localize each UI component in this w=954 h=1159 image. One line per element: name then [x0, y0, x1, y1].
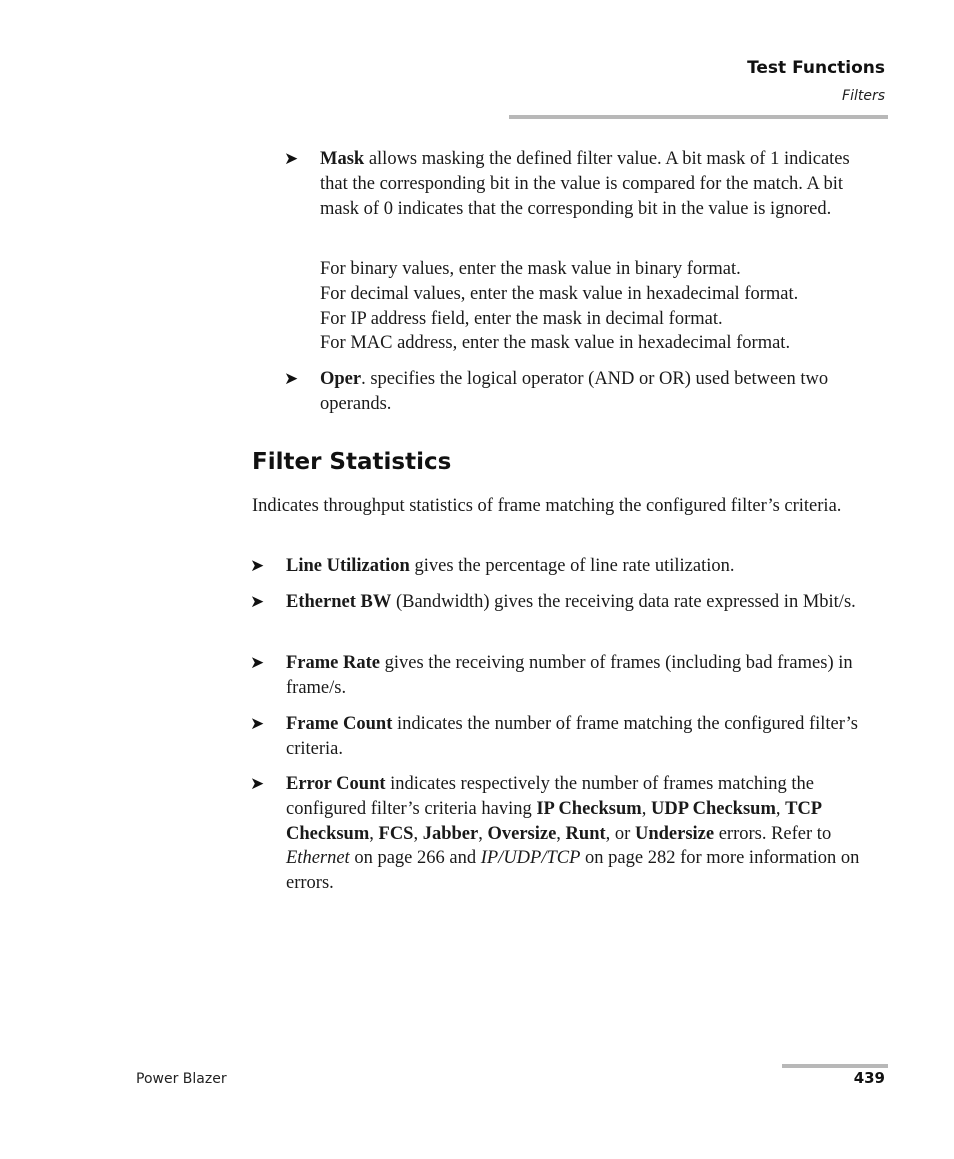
footer-product-name: Power Blazer — [136, 1071, 227, 1087]
bullet-arrow-icon: ➤ — [284, 149, 299, 169]
bullet-term: Line Utilization — [286, 556, 410, 576]
bullet-text: . specifies the logical operator (AND or OR) used between two operands. — [320, 369, 829, 414]
separator: , — [478, 823, 488, 844]
cross-reference-link[interactable]: Ethernet — [286, 848, 350, 869]
separator: , — [775, 798, 786, 819]
running-header-title: Test Functions — [747, 58, 885, 78]
bullet-error-count — [250, 772, 886, 896]
bullet-arrow-icon: ➤ — [250, 774, 265, 794]
bullet-text: indicates respectively the number of frames matching the configured filter’s criteria having — [286, 774, 814, 819]
bullet-arrow-icon: ➤ — [250, 653, 265, 673]
bullet-term: Mask — [320, 149, 365, 169]
error-type: FCS — [378, 823, 414, 844]
bullet-oper — [284, 367, 880, 417]
cross-reference-link[interactable]: IP/UDP/TCP — [480, 848, 581, 869]
bullet-term: Frame Rate — [286, 653, 380, 673]
bullet-ethernet-bw — [250, 590, 876, 615]
error-type: Runt — [565, 823, 606, 844]
mask-formats — [320, 257, 888, 356]
bullet-arrow-icon: ➤ — [250, 556, 265, 576]
separator: , — [556, 823, 566, 844]
error-type: UDP Checksum — [650, 798, 776, 819]
separator: , or — [605, 823, 635, 844]
bullet-frame-count — [250, 712, 886, 762]
mask-format-line: For IP address field, enter the mask in decimal format. — [320, 308, 723, 329]
bullet-text: allows masking the defined filter value. A bit mask of 1 indicates that the corresponding bit in the value is compared for the match. A bit mask of 0 indicates that the corresponding bit in the value is ignored. — [320, 149, 850, 219]
separator: , — [413, 823, 423, 844]
error-type: Undersize — [634, 823, 715, 844]
footer-rule — [782, 1064, 888, 1068]
bullet-arrow-icon: ➤ — [250, 714, 265, 734]
bullet-term: Ethernet BW — [286, 592, 392, 612]
bullet-text: gives the receiving number of frames (including bad frames) in frame/s. — [286, 653, 853, 698]
bullet-text: on page 266 and — [349, 848, 481, 869]
header-rule — [509, 115, 888, 119]
section-intro: Indicates throughput statistics of frame matching the configured filter’s criteria. — [252, 496, 842, 516]
bullet-frame-rate — [250, 651, 856, 701]
error-type: TCP Checksum — [286, 798, 822, 844]
mask-format-line: For binary values, enter the mask value in binary format. — [320, 259, 741, 279]
bullet-line-utilization — [250, 554, 886, 579]
bullet-text: errors. Refer to — [714, 823, 832, 844]
separator: , — [369, 823, 379, 844]
bullet-text: gives the percentage of line rate utilization. — [409, 556, 735, 576]
bullet-text: (Bandwidth) gives the receiving data rate expressed in Mbit/s. — [391, 592, 856, 612]
separator: , — [641, 798, 651, 819]
bullet-arrow-icon: ➤ — [250, 592, 265, 612]
error-type: IP Checksum — [536, 798, 642, 819]
bullet-mask — [284, 147, 880, 221]
bullet-text: on page 282 for more information on errors. — [286, 848, 860, 894]
bullet-text: indicates the number of frame matching the configured filter’s criteria. — [286, 714, 858, 759]
bullet-term: Frame Count — [286, 714, 393, 734]
section-heading: Filter Statistics — [252, 449, 452, 475]
running-header-subtitle: Filters — [842, 88, 885, 104]
error-type: Oversize — [487, 823, 557, 844]
mask-format-line: For decimal values, enter the mask value in hexadecimal format. — [320, 283, 799, 304]
bullet-arrow-icon: ➤ — [284, 369, 299, 389]
page-number: 439 — [853, 1069, 885, 1087]
bullet-term: Error Count — [286, 774, 386, 794]
bullet-term: Oper — [320, 369, 362, 389]
mask-format-line: For MAC address, enter the mask value in hexadecimal format. — [320, 333, 791, 354]
error-type: Jabber — [422, 823, 479, 844]
